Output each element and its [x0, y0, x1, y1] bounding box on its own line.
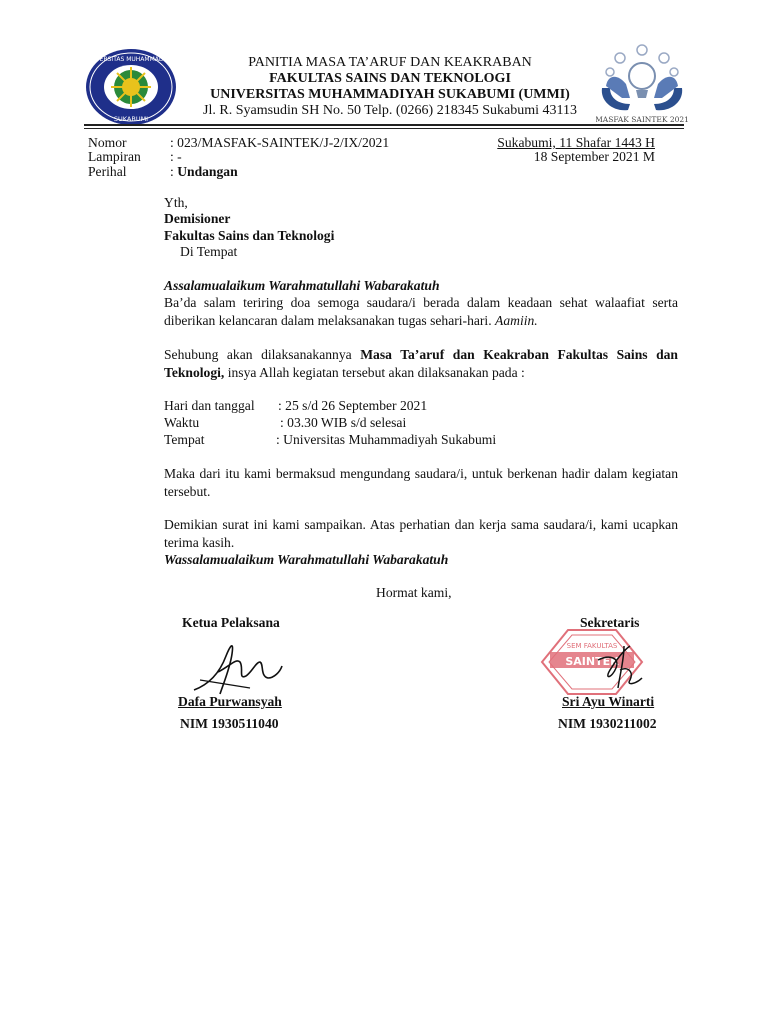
paragraph-2-event: Masa Ta’aruf dan Keakraban Fakultas Sains dan Teknologi, [164, 347, 678, 380]
perihal-colon: : [170, 164, 178, 179]
nomor-value: : 023/MASFAK-SAINTEK/J-2/IX/2021 [170, 135, 390, 150]
paragraph-3: Maka dari itu kami bermaksud mengundang saudara/i, untuk berkenan hadir dalam kegiatan tersebut. [164, 466, 678, 499]
lampiran-label: Lampiran [88, 149, 141, 164]
right-signatory-name: Sri Ayu Winarti [562, 694, 655, 709]
left-signatory-name: Dafa Purwansyah [178, 694, 282, 709]
header-rule-thick [84, 124, 684, 126]
opening-salam: Assalamualaikum Warahmatullahi Wabarakatuh [164, 278, 440, 293]
right-signature [590, 640, 650, 696]
detail-place-label: Tempat [164, 432, 205, 447]
paragraph-2-text-a: Sehubung akan dilaksanakannya [164, 347, 352, 362]
stamp-text-top: SEM FAKULTAS [566, 642, 618, 650]
svg-text:MASFAK SAINTEK 2021: MASFAK SAINTEK 2021 [596, 115, 688, 124]
detail-date-value: : 25 s/d 26 September 2021 [278, 398, 428, 413]
left-signature [190, 632, 290, 700]
date-masehi: 18 September 2021 M [533, 149, 655, 164]
nomor-label: Nomor [88, 135, 127, 150]
svg-text:UNIVERSITAS MUHAMMADIYAH: UNIVERSITAS MUHAMMADIYAH [84, 56, 178, 63]
stamp-text-mid: SAINTEK [565, 655, 619, 668]
left-signatory-nim: NIM 1930511040 [180, 716, 279, 731]
paragraph-2 [164, 346, 678, 381]
paragraph-4: Demikian surat ini kami sampaikan. Atas perhatian dan kerja sama saudara/i, kami ucapkan terima kasih. [164, 517, 678, 550]
perihal-label: Perihal [88, 164, 127, 179]
paragraph-1-text: Ba’da salam teriring doa semoga saudara/i berada dalam keadaan sehat walaafiat serta diberikan kelancaran dalam melaksanakan tugas sehari-hari. [164, 295, 678, 328]
lampiran-value: : - [170, 149, 182, 164]
recipient-yth: Yth, [164, 195, 188, 210]
paragraph-2-text-b: insya Allah kegiatan tersebut akan dilaksanakan pada : [227, 364, 525, 380]
right-signatory-title: Sekretaris [580, 615, 640, 630]
date-hijri: Sukabumi, 11 Shafar 1443 H [497, 135, 655, 150]
university-logo [84, 47, 178, 127]
detail-place-value: : Universitas Muhammadiyah Sukabumi [276, 432, 497, 447]
masfak-logo [596, 40, 688, 126]
perihal-value: Undangan [177, 164, 238, 179]
letterhead-line1: PANITIA MASA TA’ARUF DAN KEAKRABAN [248, 55, 532, 70]
paragraph-1-amin: Aamiin. [495, 312, 538, 328]
paragraph-1 [164, 294, 678, 329]
perihal-row [170, 163, 238, 180]
hormat-kami: Hormat kami, [376, 585, 452, 600]
header-rule-thin [84, 128, 684, 129]
svg-text:SUKABUMI: SUKABUMI [113, 115, 149, 123]
recipient-name: Demisioner [164, 211, 231, 226]
recipient-faculty: Fakultas Sains dan Teknologi [164, 228, 335, 243]
letterhead-line3: UNIVERSITAS MUHAMMADIYAH SUKABUMI (UMMI) [210, 87, 570, 102]
closing-salam: Wassalamualaikum Warahmatullahi Wabarakatuh [164, 552, 449, 567]
letterhead-line2: FAKULTAS SAINS DAN TEKNOLOGI [269, 71, 511, 86]
right-signatory-nim: NIM 1930211002 [558, 716, 657, 731]
detail-time-value: : 03.30 WIB s/d selesai [280, 415, 407, 430]
detail-date-label: Hari dan tanggal [164, 398, 255, 413]
recipient-place: Di Tempat [180, 244, 238, 259]
detail-time-label: Waktu [164, 415, 200, 430]
left-signatory-title: Ketua Pelaksana [182, 615, 280, 630]
letterhead-address: Jl. R. Syamsudin SH No. 50 Telp. (0266) 218345 Sukabumi 43113 [203, 103, 577, 118]
